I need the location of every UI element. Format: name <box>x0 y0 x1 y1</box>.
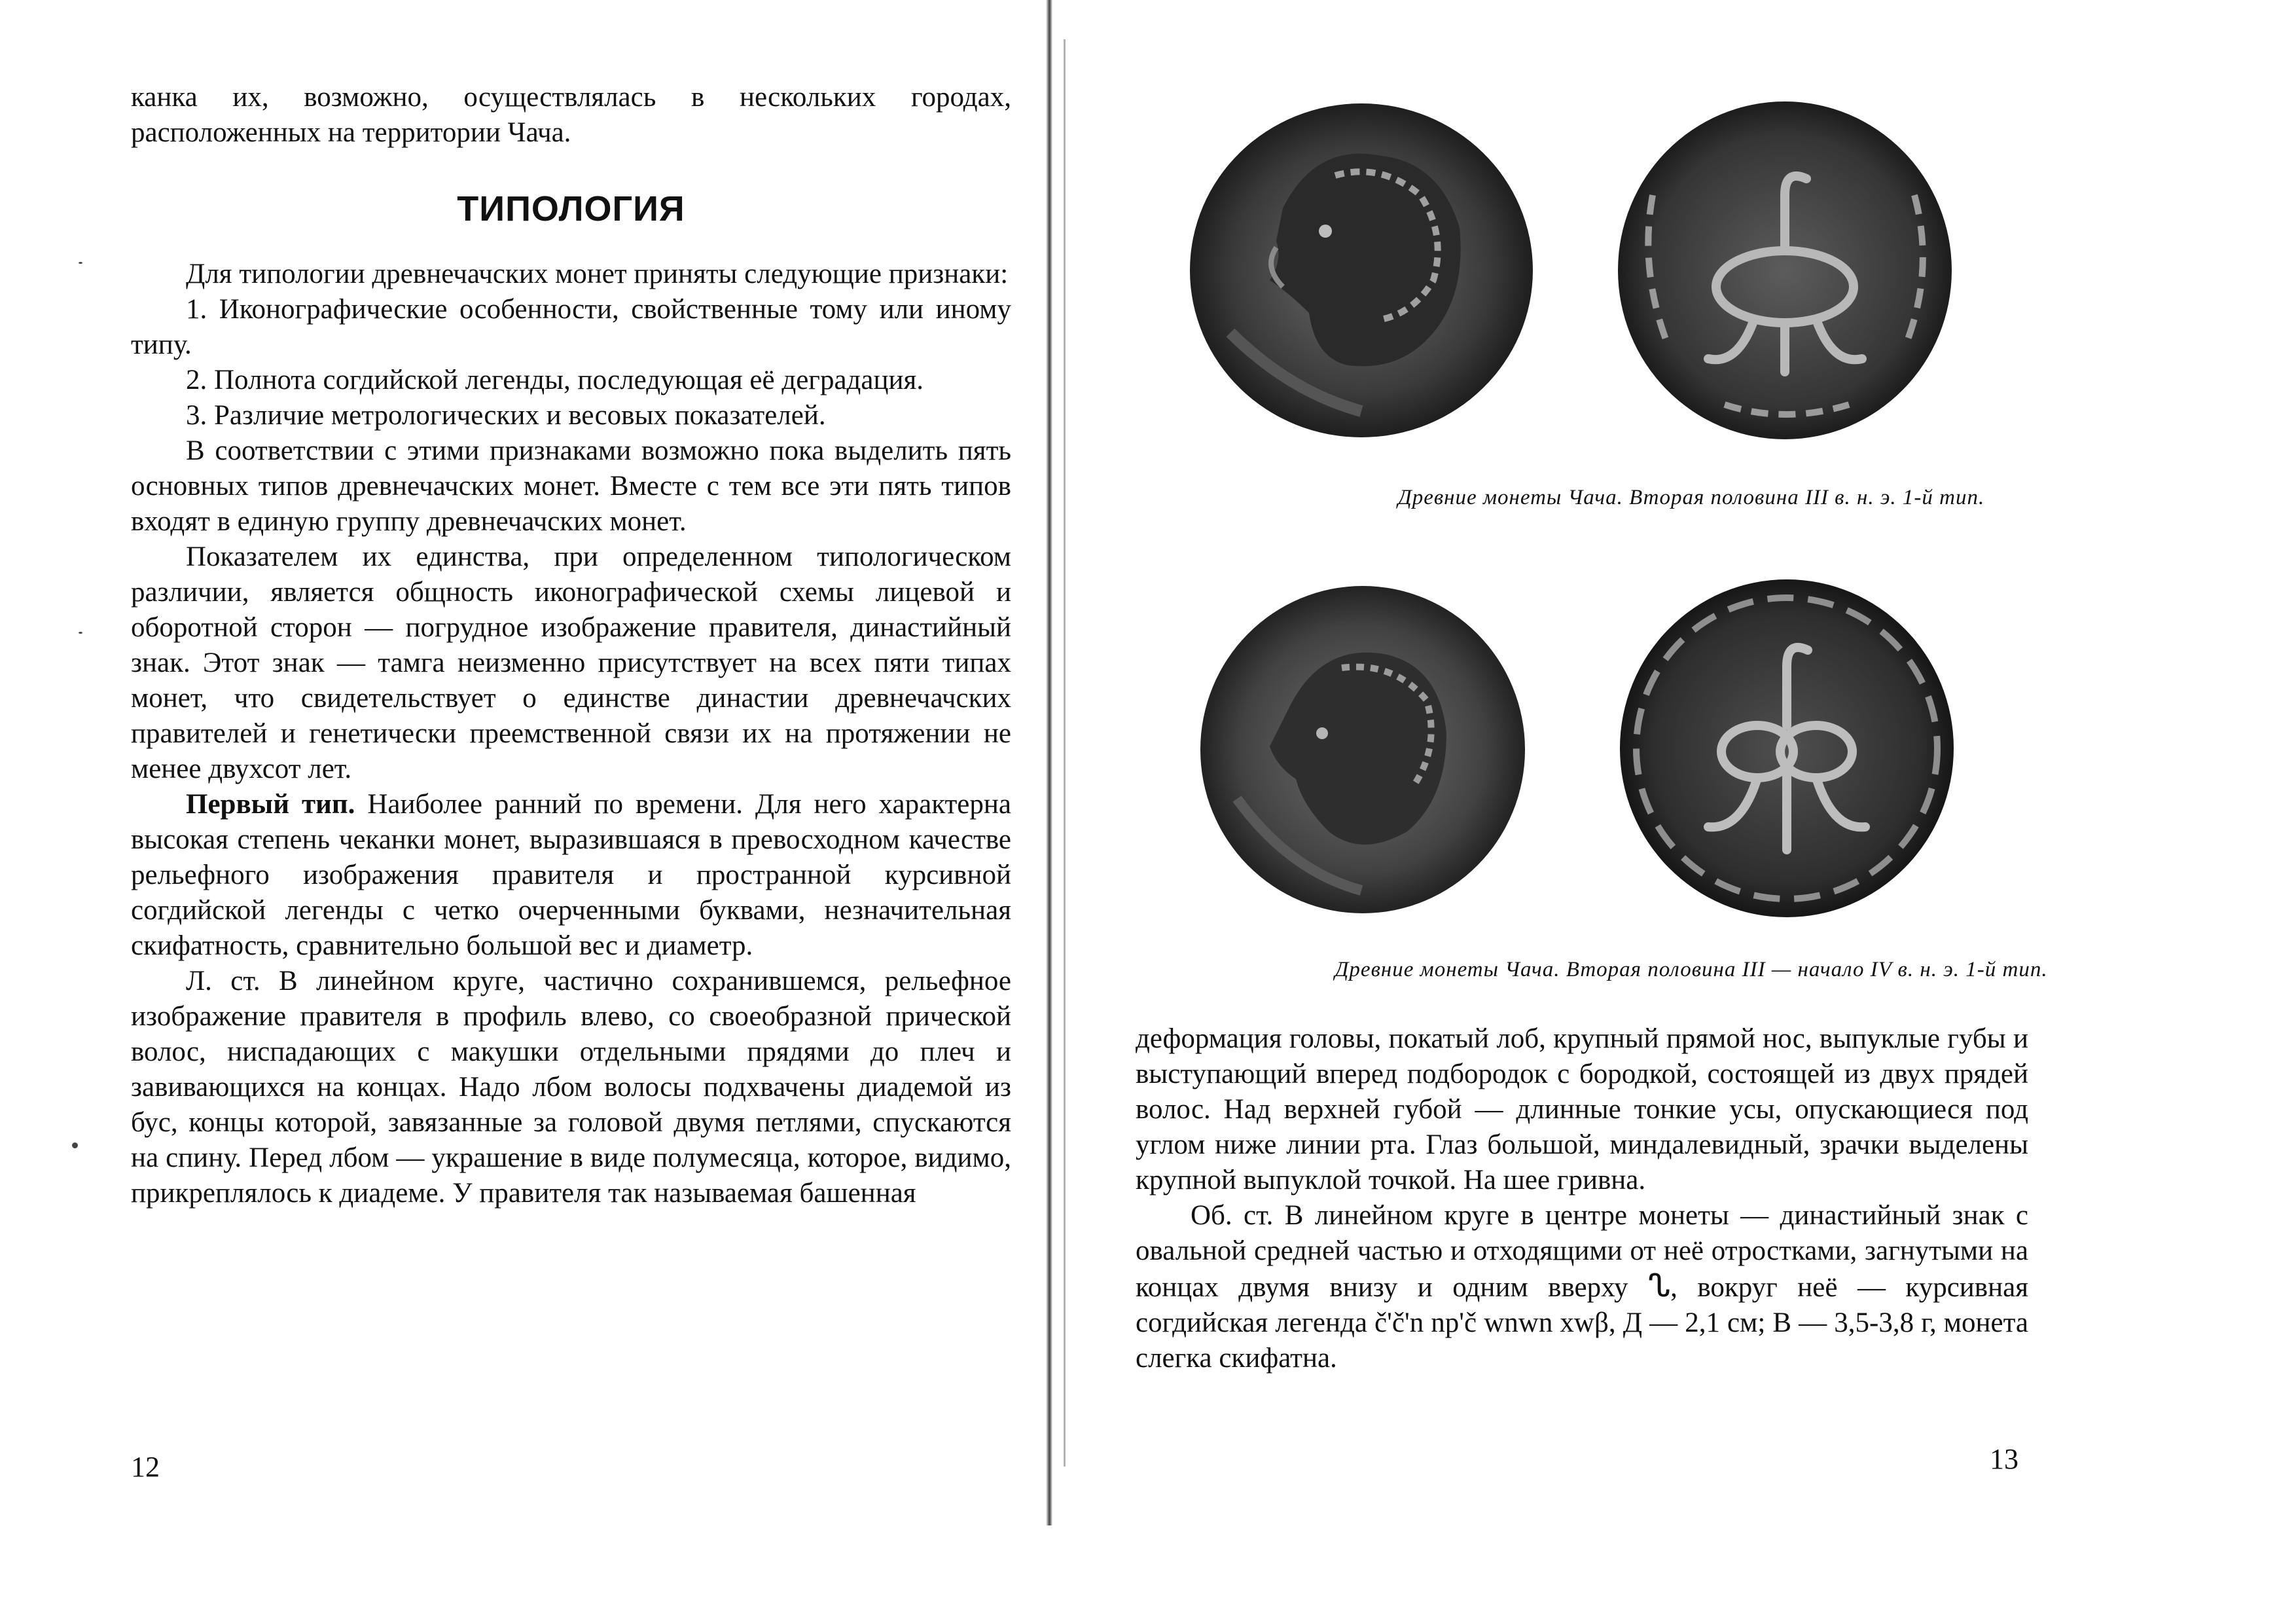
tamga-symbol-icon: ᔐ <box>1647 1269 1671 1304</box>
paragraph <box>131 787 1011 964</box>
coin-photo-obverse-1 <box>1185 97 1538 444</box>
page-number-left: 12 <box>131 1451 160 1483</box>
paragraph: В соответствии с этими признаками возможно пока выделить пять основных типов древнечачских монет. Вместе с тем все эти пять типов входят в единую группу древнечачских монет. <box>131 435 1011 537</box>
list-item: 1. Иконографические особенности, свойственные тому или иному типу. <box>131 294 1011 360</box>
paragraph: деформация головы, покатый лоб, крупный прямой нос, выпуклые губы и выступающий вперед подбородок с бородкой, состоящей из двух прядей волос. Над верхней губой — длинные тонкие усы, опускающиеся под углом ниже линии рта. Глаз большой, миндалевидный, зрачки выделены крупной выпуклой точкой. На шее гривна. <box>1136 1023 2028 1195</box>
paragraph-text: , вокруг неё — курсивная согдийская легенда č'č'n np'č wnwn xwβ, Д — 2,1 см; В — 3,5-3,8 г, монета слегка скифатна. <box>1136 1272 2028 1374</box>
page-number-right: 13 <box>1990 1443 2018 1475</box>
book-gutter-shadow <box>1064 39 1066 1467</box>
intro-paragraph: канка их, возможно, осуществлялась в нескольких городах, расположенных на территории Чача. <box>131 82 1011 148</box>
left-body-text <box>131 257 1011 1211</box>
list-item: 2. Полнота согдийской легенды, последующая её деградация. <box>186 365 924 395</box>
figure-caption-1: Древние монеты Чача. Вторая половина III в. н. э. 1-й тип. <box>1397 486 1985 509</box>
paragraph: Л. ст. В линейном круге, частично сохранившемся, рельефное изображение правителя в профиль влево, со своеобразной прической волос, ниспадающих с макушки отдельными прядями до плеч и завивающихся на концах. Надо лбом волосы подхвачены диадемой из бус, концы которой, завязанные за головой двумя петлями, спускаются на спину. Перед лбом — украшение в виде полумесяца, которое, видимо, прикреплялось к диадеме. У правителя так называемая башенная <box>131 966 1011 1209</box>
paragraph-text: Об. ст. В линейном круге в центре монеты — династийный знак с овальной средней частью и отходящими от неё отростками, загнутыми на концах двумя внизу и одним вверху <box>1136 1200 2028 1303</box>
paragraph <box>1136 1198 2028 1376</box>
paragraph: Показателем их единства, при определенном типологическом различии, является общность иконографической схемы лицевой и оборотной сторон — погрудное изображение правителя, династийный знак. Этот знак — тамга неизменно присутствует на всех пяти типах монет, что свидетельствует о единстве династии древнечачских правителей и генетически преемственной связи их на протяжении не менее двухсот лет. <box>131 541 1011 784</box>
coin-photo-obverse-2 <box>1198 583 1528 917</box>
coin-photo-reverse-1 <box>1613 97 1957 444</box>
list-item: 3. Различие метрологических и весовых показателей. <box>186 400 826 431</box>
figure-caption-2: Древние монеты Чача. Вторая половина III — начало IV в. н. э. 1-й тип. <box>1335 958 2048 981</box>
coin-photo-reverse-2 <box>1617 575 1957 922</box>
section-heading: ТИПОЛОГИЯ <box>457 189 685 228</box>
first-type-label: Первый тип. <box>186 789 355 820</box>
left-page <box>0 0 1047 1623</box>
paragraph: Для типологии древнечачских монет приняты следующие признаки: <box>186 259 1009 289</box>
paragraph-text: Наиболее ранний по времени. Для него характерна высокая степень чеканки монет, выразившаяся в превосходном качестве рельефного изображения правителя и пространной курсивной согдийской легенды с четко очерченными буквами, незначительная скифатность, сравнительно большой вес и диаметр. <box>131 789 1011 961</box>
right-body-text <box>1136 1021 2028 1376</box>
